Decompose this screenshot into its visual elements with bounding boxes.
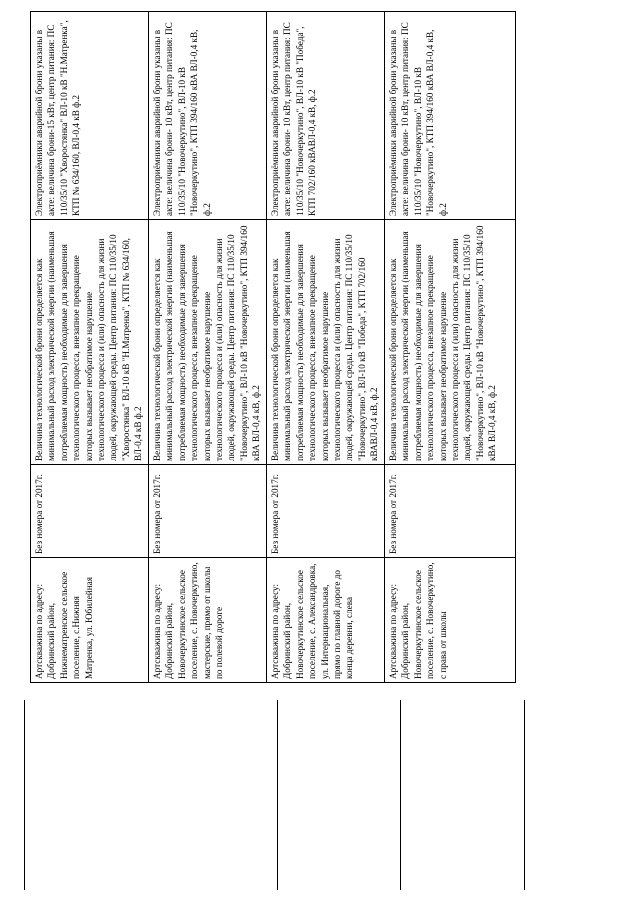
reservation-table — [30, 11, 516, 683]
act-number-cell: Без номера от 2017г. — [267, 465, 385, 558]
emergency-reserve-cell: Электроприёмники аварийной брони указаны в акте: величина брони- 10 кВт, центр питания: ПС 110/35/10 "Новочеркутино", ВЛ-10 кВ "Новочеркутино", КТП 394/160 кВА ВЛ-0,4 кВ, ф.2 — [149, 12, 267, 220]
address-cell: Артскважина по адресу: Добринский район, Нижнематренское сельское поселение, с.Нижняя Матренка, ул. Юбилейная — [31, 558, 149, 683]
divider-line — [277, 700, 278, 890]
address-cell: Артскважина по адресу: Добринский район, Новочеркутинское сельское поселение, с. Новочеркутино, мастерские, прямо от школы по полевой дороге — [149, 558, 267, 683]
table-row — [385, 12, 516, 683]
address-cell: Артскважина по адресу: Добринский район, Новочеркутинское сельское поселение, с. Новочеркутино, с права от школы — [385, 558, 516, 683]
tech-reserve-cell: Величина технологической брони определяется как минимальный расход электрической энергии (наименьшая потребляемая мощность) необходимые для завершения технологического процесса, внезапное прекращение которых вызывает необратимое нарушение технологического процесса и (или) опасность для жизни людей, окружающей среды. Центр питания: ПС 110/35/10 "Хворостянка" ВЛ-10 кВ "Н.Матренка", КТП № 634/160, ВЛ-0,4 кВ ф.2 — [31, 220, 149, 465]
divider-line — [524, 700, 525, 890]
table-row — [149, 12, 267, 683]
address-cell: Артскважина по адресу: Добринский район, Новочеркутинское сельское поселение, с. Александровка, ул. Интернациональная, прямо по главной дороге до конца деревни, слева — [267, 558, 385, 683]
act-number-cell: Без номера от 2017г. — [385, 465, 516, 558]
tech-reserve-cell: Величина технологической брони определяется как минимальный расход электрической энергии (наименьшая потребляемая мощность) необходимые для завершения технологического процесса, внезапное прекращение которых вызывает необратимое нарушение технологического процесса и (или) опасность для жизни людей, окружающей среды. Центр питания: ПС 110/35/10 "Новочеркутино", ВЛ-10 кВ "Новочеркутино", КТП 394/160 кВА ВЛ-0,4 кВ, ф.2 — [385, 220, 516, 465]
divider-line — [400, 700, 401, 890]
emergency-reserve-cell: Электроприёмники аварийной брони указаны в акте: величина брони-15 кВт, центр питания: ПС 110/35/10 "Хворостянка" ВЛ-10 кВ "Н.Матренка", КТП № 634/160, ВЛ-0,4 кВ ф.2 — [31, 12, 149, 220]
act-number-cell: Без номера от 2017г. — [31, 465, 149, 558]
emergency-reserve-cell: Электроприёмники аварийной брони указаны в акте: величина брони- 10 кВт, центр питания: ПС 110/35/10 "Новочеркутино", ВЛ-10 кВ "Новочеркутино", КТП 394/160 кВА ВЛ-0,4 кВ, ф.2 — [385, 12, 516, 220]
tech-reserve-cell: Величина технологической брони определяется как минимальный расход электрической энергии (наименьшая потребляемая мощность) необходимые для завершения технологического процесса, внезапное прекращение которых вызывает необратимое нарушение технологического процесса и (или) опасность для жизни людей, окружающей среды. Центр питания: ПС 110/35/10 "Новочеркутино", ВЛ-10 кВ "Новочеркутино", КТП 394/160 кВА ВЛ-0,4 кВ, ф.2 — [149, 220, 267, 465]
act-number-cell: Без номера от 2017г. — [149, 465, 267, 558]
emergency-reserve-cell: Электроприёмники аварийной брони указаны в акте: величина брони- 10 кВт, центр питания: ПС 110/35/10 "Новочеркутино", ВЛ-10 кВ "Победа", КТП 702/160 кВАВЛ-0,4 кВ, ф.2 — [267, 12, 385, 220]
table-row — [31, 12, 149, 683]
table-row — [267, 12, 385, 683]
divider-line — [24, 700, 25, 890]
tech-reserve-cell: Величина технологической брони определяется как минимальный расход электрической энергии (наименьшая потребляемая мощность) необходимые для завершения технологического процесса, внезапное прекращение которых вызывает необратимое нарушение технологического процесса и (или) опасность для жизни людей, окружающей среды. Центр питания: ПС 110/35/10 "Новочеркутино", ВЛ-10 кВ "Победа", КТП 702/160 кВАВЛ-0,4 кВ, ф.2 — [267, 220, 385, 465]
